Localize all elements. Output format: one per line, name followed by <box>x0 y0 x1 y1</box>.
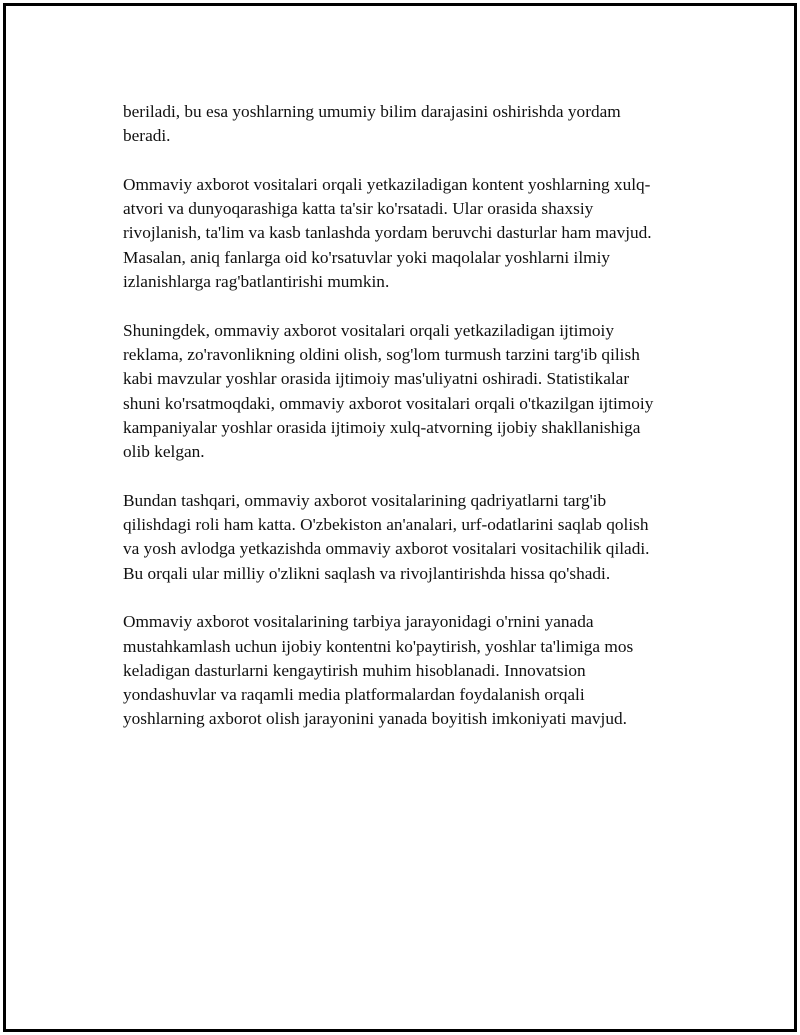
text-line: yondashuvlar va raqamli media platformalardan foydalanish orqali <box>123 685 585 705</box>
text-line: va yosh avlodga yetkazishda ommaviy axborot vositalari vositachilik qiladi. <box>123 539 650 559</box>
text-line: izlanishlarga rag'batlantirishi mumkin. <box>123 272 390 292</box>
text-line: Ommaviy axborot vositalari orqali yetkaziladigan kontent yoshlarning xulq- <box>123 174 651 194</box>
text-line: beriladi, bu esa yoshlarning umumiy bilim darajasini oshirishda yordam <box>123 102 621 121</box>
paragraph-4 <box>123 489 691 586</box>
text-line: kabi mavzular yoshlar orasida ijtimoiy mas'uliyatni oshiradi. Statistikalar <box>123 369 630 389</box>
text-line: mustahkamlash uchun ijobiy kontentni ko'paytirish, yoshlar ta'limiga mos <box>123 636 634 656</box>
text-line: Bundan tashqari, ommaviy axborot vositalarining qadriyatlarni targ'ib <box>123 490 607 510</box>
text-line: shuni ko'rsatmoqdaki, ommaviy axborot vositalari orqali o'tkazilgan ijtimoiy <box>123 393 654 413</box>
text-line: Bu orqali ular milliy o'zlikni saqlash va rivojlantirishda hissa qo'shadi. <box>123 563 611 583</box>
document-body <box>123 100 691 756</box>
paragraph-1 <box>123 100 691 149</box>
text-line: Shuningdek, ommaviy axborot vositalari orqali yetkaziladigan ijtimoiy <box>123 320 614 340</box>
text-line: olib kelgan. <box>123 442 205 462</box>
paragraph-3 <box>123 319 691 465</box>
text-line: reklama, zo'ravonlikning oldini olish, sog'lom turmush tarzini targ'ib qilish <box>123 344 640 364</box>
text-line: rivojlanish, ta'lim va kasb tanlashda yordam beruvchi dasturlar ham mavjud. <box>123 223 652 243</box>
text-line: keladigan dasturlarni kengaytirish muhim hisoblanadi. Innovatsion <box>123 660 586 680</box>
paragraph-5 <box>123 610 691 731</box>
page-frame <box>3 3 797 1032</box>
text-line: atvori va dunyoqarashiga katta ta'sir ko'rsatadi. Ular orasida shaxsiy <box>123 199 594 219</box>
text-line: yoshlarning axborot olish jarayonini yanada boyitish imkoniyati mavjud. <box>123 709 627 729</box>
text-line: kampaniyalar yoshlar orasida ijtimoiy xulq-atvorning ijobiy shakllanishiga <box>123 417 641 437</box>
text-line: beradi. <box>123 126 171 146</box>
text-line: Masalan, aniq fanlarga oid ko'rsatuvlar yoki maqolalar yoshlarni ilmiy <box>123 247 611 267</box>
paragraph-2 <box>123 173 691 294</box>
text-line: qilishdagi roli ham katta. O'zbekiston an'analari, urf-odatlarini saqlab qolish <box>123 515 649 535</box>
text-line: Ommaviy axborot vositalarining tarbiya jarayonidagi o'rnini yanada <box>123 612 594 632</box>
